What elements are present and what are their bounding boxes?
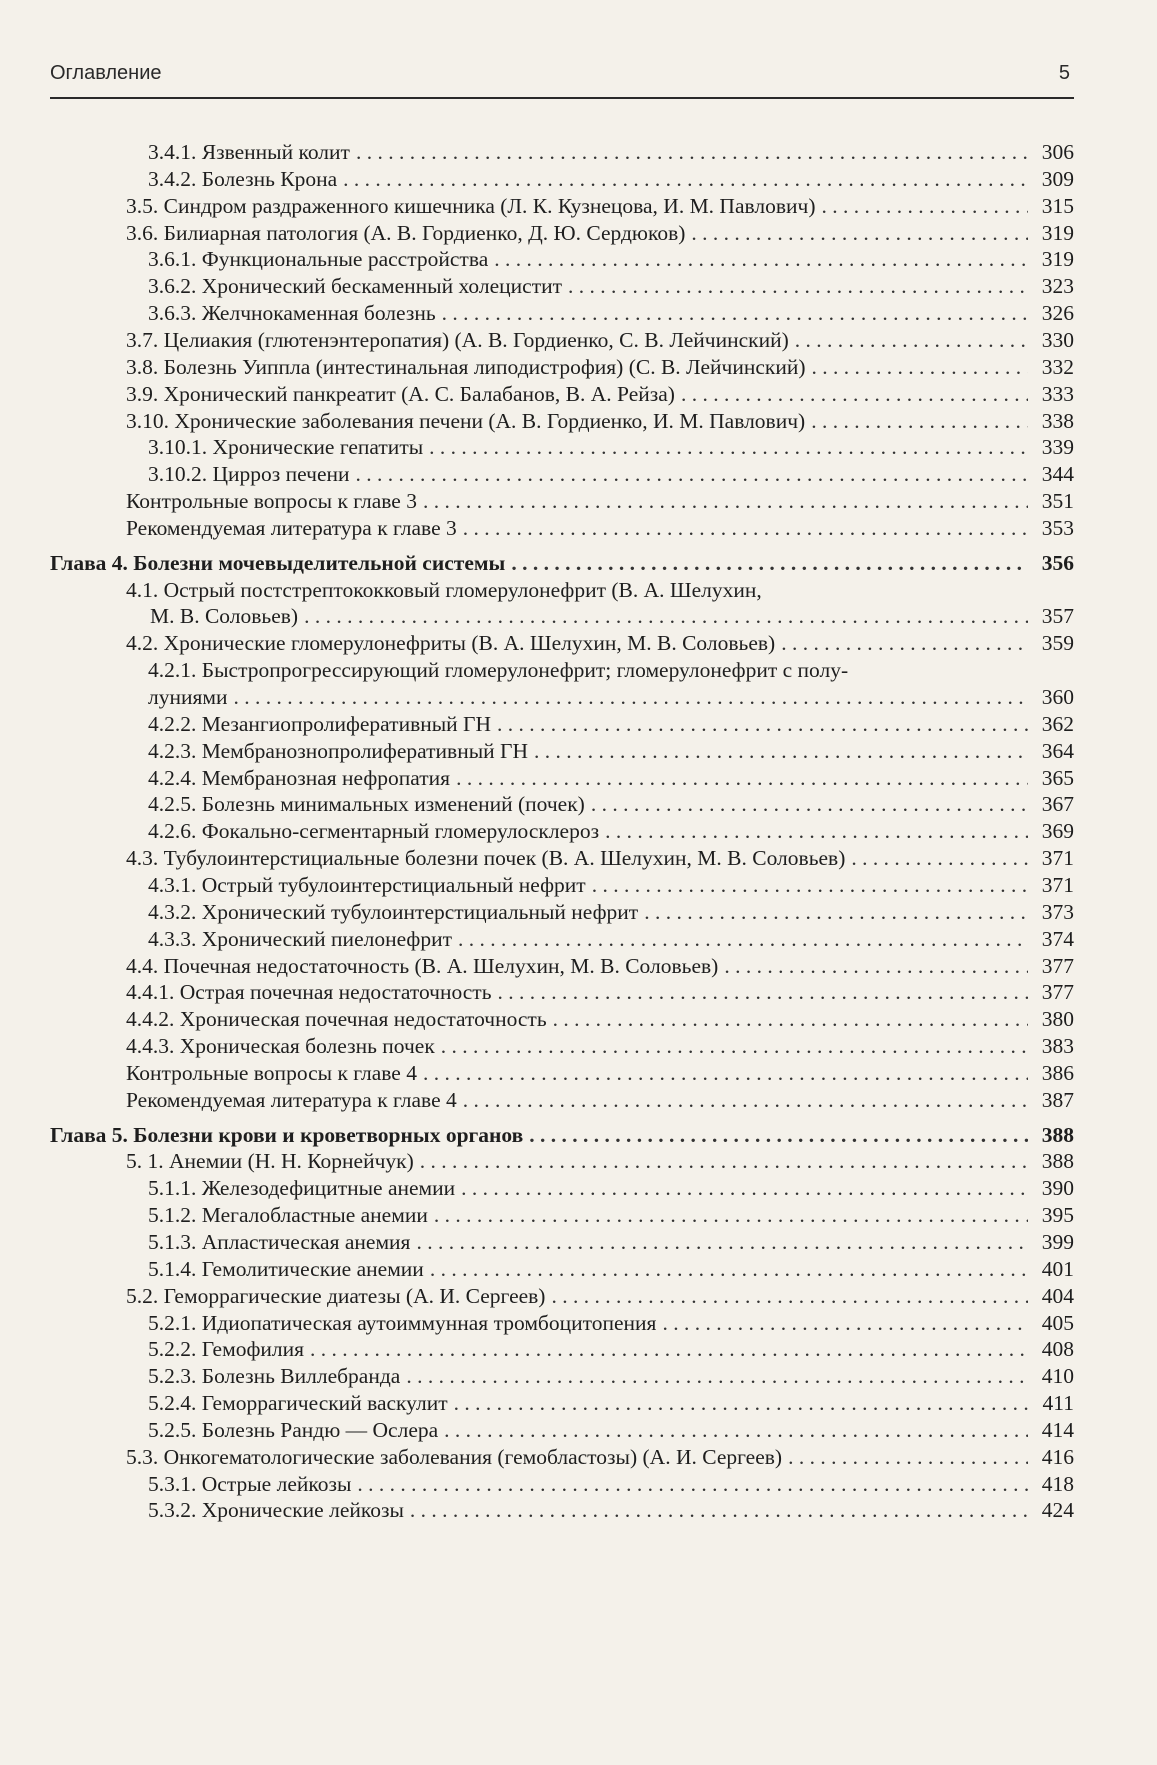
dot-leader xyxy=(821,192,1028,220)
dot-leader xyxy=(551,1282,1028,1310)
toc-entry xyxy=(148,656,1074,684)
toc-entry-page: 387 xyxy=(1041,1088,1074,1112)
dot-leader xyxy=(591,790,1028,818)
toc-entry-title: Рекомендуемая литература к главе 4 xyxy=(126,1088,457,1112)
toc-entry xyxy=(148,245,1074,273)
toc-entry-title: 4.3. Тубулоинтерстициальные болезни почек (В. А. Шелухин, М. В. Соловьев) xyxy=(126,846,846,870)
toc-entry-page: 390 xyxy=(1041,1176,1074,1200)
toc-entry-page: 374 xyxy=(1041,927,1074,951)
toc-entry-title: 3.10.2. Цирроз печени xyxy=(148,462,350,486)
toc-entry-title: 3.6.3. Желчнокаменная болезнь xyxy=(148,301,436,325)
toc-entry-title: 3.10.1. Хронические гепатиты xyxy=(148,435,424,459)
dot-leader xyxy=(511,549,1028,577)
toc-entry-page: 344 xyxy=(1041,462,1074,486)
page-number: 5 xyxy=(1058,62,1070,84)
toc-entry xyxy=(148,817,1074,845)
toc-entry-title: 5.1.1. Железодефицитные анемии xyxy=(148,1176,456,1200)
toc-entry-page: 309 xyxy=(1041,167,1074,191)
toc-entry-page: 380 xyxy=(1041,1007,1074,1031)
toc-entry xyxy=(126,487,1074,515)
toc-entry-page: 338 xyxy=(1041,409,1074,433)
toc-entry-title: 5.3.2. Хронические лейкозы xyxy=(148,1498,404,1522)
toc-entry xyxy=(126,1282,1074,1310)
dot-leader xyxy=(553,1005,1028,1033)
toc-entry-title: 4.3.1. Острый тубулоинтерстициальный нефрит xyxy=(148,873,586,897)
toc-entry-page: 424 xyxy=(1041,1498,1074,1522)
toc-entry xyxy=(126,576,1074,604)
toc-entry-page: 351 xyxy=(1041,489,1074,513)
toc-entry xyxy=(148,1228,1074,1256)
dot-leader xyxy=(494,245,1028,273)
toc-entry-title: 3.9. Хронический панкреатит (А. С. Балабанов, В. А. Рейза) xyxy=(126,382,675,406)
toc-entry xyxy=(126,407,1074,435)
dot-leader xyxy=(781,629,1028,657)
toc-entry xyxy=(126,326,1074,354)
toc-entry-title: 4.3.2. Хронический тубулоинтерстициальный нефрит xyxy=(148,900,639,924)
toc-entry xyxy=(148,1416,1074,1444)
toc-entry-page: 399 xyxy=(1041,1230,1074,1254)
toc-entry-title: 3.5. Синдром раздраженного кишечника (Л. К. Кузнецова, И. М. Павлович) xyxy=(126,194,816,218)
dot-leader xyxy=(644,898,1028,926)
toc-entry xyxy=(126,1032,1074,1060)
toc-entry-page: 319 xyxy=(1041,221,1074,245)
toc-entry-title: 5.2.5. Болезнь Рандю — Ослера xyxy=(148,1418,439,1442)
toc-entry-page: 333 xyxy=(1041,382,1074,406)
dot-leader xyxy=(444,1416,1028,1444)
dot-leader xyxy=(662,1309,1028,1337)
toc-entry-page: 356 xyxy=(1041,551,1074,575)
toc-entry xyxy=(148,737,1074,765)
toc-entry-page: 416 xyxy=(1041,1445,1074,1469)
header-rule xyxy=(50,97,1074,99)
toc-entry-page: 410 xyxy=(1041,1364,1074,1388)
toc-entry-page: 401 xyxy=(1041,1257,1074,1281)
toc-entry xyxy=(126,1086,1074,1114)
toc-entry-page: 359 xyxy=(1041,631,1074,655)
toc-entry-title: 3.7. Целиакия (глютенэнтеропатия) (А. В. Гордиенко, С. В. Лейчинский) xyxy=(126,328,789,352)
toc-entry-page: 377 xyxy=(1041,954,1074,978)
toc-entry-page: 383 xyxy=(1041,1034,1074,1058)
toc-entry-title: 3.6. Билиарная патология (А. В. Гордиенко, Д. Ю. Сердюков) xyxy=(126,221,686,245)
toc-entry xyxy=(148,1470,1074,1498)
toc-entry-title: 5.2. Геморрагические диатезы (А. И. Сергеев) xyxy=(126,1284,546,1308)
toc-entry xyxy=(126,1005,1074,1033)
toc-chapter-entry xyxy=(50,549,1074,577)
dot-leader xyxy=(463,1086,1028,1114)
toc-entry-page: 414 xyxy=(1041,1418,1074,1442)
toc-chapter-entry xyxy=(50,1121,1074,1149)
toc-entry xyxy=(148,1496,1074,1524)
dot-leader xyxy=(423,487,1028,515)
toc-entry xyxy=(148,683,1074,711)
toc-entry-page: 388 xyxy=(1041,1149,1074,1173)
toc-entry xyxy=(148,1389,1074,1417)
toc-entry-page: 418 xyxy=(1041,1472,1074,1496)
toc-entry xyxy=(148,1174,1074,1202)
toc-entry xyxy=(148,299,1074,327)
dot-leader xyxy=(304,602,1028,630)
toc-entry-page: 388 xyxy=(1041,1123,1074,1147)
toc-entry-title: 3.4.1. Язвенный колит xyxy=(148,140,350,164)
toc-entry-page: 373 xyxy=(1041,900,1074,924)
toc-entry-title: 3.6.1. Функциональные расстройства xyxy=(148,247,489,271)
toc-entry xyxy=(148,1335,1074,1363)
dot-leader xyxy=(605,817,1028,845)
toc-entry xyxy=(126,192,1074,220)
toc-entry xyxy=(126,844,1074,872)
toc-entry-page: 371 xyxy=(1041,873,1074,897)
toc-entry-title: 4.2.4. Мембранозная нефропатия xyxy=(148,766,451,790)
toc-entry-title: 4.4.1. Острая почечная недостаточность xyxy=(126,980,492,1004)
dot-leader xyxy=(357,1470,1028,1498)
dot-leader xyxy=(529,1121,1028,1149)
toc-entry xyxy=(148,433,1074,461)
toc-entry xyxy=(126,952,1074,980)
dot-leader xyxy=(429,433,1028,461)
dot-leader xyxy=(811,407,1028,435)
toc-entry-page: 319 xyxy=(1041,247,1074,271)
toc-entry-title: 4.2. Хронические гломерулонефриты (В. А. Шелухин, М. В. Соловьев) xyxy=(126,631,776,655)
toc-entry-page: 364 xyxy=(1041,739,1074,763)
toc-entry xyxy=(126,629,1074,657)
toc-entry-title: 3.4.2. Болезнь Крона xyxy=(148,167,338,191)
toc-entry-page: 306 xyxy=(1041,140,1074,164)
dot-leader xyxy=(691,219,1028,247)
toc-entry-page: 367 xyxy=(1041,792,1074,816)
dot-leader xyxy=(343,165,1028,193)
toc-entry-title: 5. 1. Анемии (Н. Н. Корнейчук) xyxy=(126,1149,414,1173)
toc-entry-title: 4.2.3. Мембранознопролиферативный ГН xyxy=(148,739,528,763)
toc-entry xyxy=(126,978,1074,1006)
toc-entry xyxy=(126,514,1074,542)
toc-entry-title: 4.4.3. Хроническая болезнь почек xyxy=(126,1034,435,1058)
toc-entry-page: 386 xyxy=(1041,1061,1074,1085)
dot-leader xyxy=(441,1032,1028,1060)
toc-entry-page: 323 xyxy=(1041,274,1074,298)
toc-entry xyxy=(148,460,1074,488)
dot-leader xyxy=(406,1362,1028,1390)
dot-leader xyxy=(463,514,1028,542)
running-head xyxy=(50,62,1070,85)
toc-entry-title: Глава 5. Болезни крови и кроветворных органов xyxy=(50,1123,524,1147)
toc-entry xyxy=(126,1147,1074,1175)
toc-entry-title: 4.3.3. Хронический пиелонефрит xyxy=(148,927,452,951)
toc-entry xyxy=(148,898,1074,926)
toc-entry-title: 5.1.4. Гемолитические анемии xyxy=(148,1257,424,1281)
toc-entry xyxy=(148,272,1074,300)
dot-leader xyxy=(416,1228,1028,1256)
dot-leader xyxy=(534,737,1028,765)
toc-entry-title: 5.1.2. Мегалобластные анемии xyxy=(148,1203,428,1227)
toc-entry-page: 360 xyxy=(1041,685,1074,709)
toc-entry xyxy=(126,380,1074,408)
toc-entry-title: 4.1. Острый постстрептококковый гломерулонефрит (В. А. Шелухин, xyxy=(126,578,762,602)
toc-entry-page: 411 xyxy=(1042,1391,1074,1415)
section-title: Оглавление xyxy=(50,62,162,84)
toc-entry xyxy=(148,925,1074,953)
toc-entry-title: 5.2.2. Гемофилия xyxy=(148,1337,305,1361)
toc-entry-page: 377 xyxy=(1041,980,1074,1004)
toc-entry-page: 332 xyxy=(1041,355,1074,379)
dot-leader xyxy=(442,299,1028,327)
toc-entry-title: 3.6.2. Хронический бескаменный холецистит xyxy=(148,274,563,298)
toc-entry-title: 5.2.3. Болезнь Виллебранда xyxy=(148,1364,401,1388)
toc-entry xyxy=(126,1443,1074,1471)
toc-entry xyxy=(126,353,1074,381)
dot-leader xyxy=(356,460,1028,488)
dot-leader xyxy=(812,353,1028,381)
toc-entry xyxy=(148,1255,1074,1283)
toc-entry-title: луниями xyxy=(148,685,228,709)
toc-entry xyxy=(148,1309,1074,1337)
dot-leader xyxy=(498,978,1028,1006)
toc-entry-page: 371 xyxy=(1041,846,1074,870)
toc-entry-title: 4.4.2. Хроническая почечная недостаточность xyxy=(126,1007,547,1031)
toc-entry-title: 3.10. Хронические заболевания печени (А. В. Гордиенко, И. М. Павлович) xyxy=(126,409,806,433)
toc-entry-title: Контрольные вопросы к главе 3 xyxy=(126,489,417,513)
toc-entry xyxy=(148,138,1074,166)
toc-entry xyxy=(148,790,1074,818)
toc-entry-page: 408 xyxy=(1041,1337,1074,1361)
toc-entry xyxy=(126,219,1074,247)
dot-leader xyxy=(410,1496,1028,1524)
dot-leader xyxy=(454,1389,1028,1417)
dot-leader xyxy=(788,1443,1028,1471)
toc-entry-page: 339 xyxy=(1041,435,1074,459)
toc-entry-title: 5.3.1. Острые лейкозы xyxy=(148,1472,352,1496)
toc-entry-page: 365 xyxy=(1041,766,1074,790)
toc-entry xyxy=(148,871,1074,899)
toc-entry-page: 315 xyxy=(1041,194,1074,218)
toc-entry-title: 5.1.3. Апластическая анемия xyxy=(148,1230,411,1254)
toc-entry xyxy=(148,1362,1074,1390)
toc-entry xyxy=(126,1059,1074,1087)
toc-entry-title: 4.2.6. Фокально-сегментарный гломерулосклероз xyxy=(148,819,600,843)
toc-entry-page: 404 xyxy=(1041,1284,1074,1308)
toc-entry-page: 362 xyxy=(1041,712,1074,736)
dot-leader xyxy=(851,844,1028,872)
toc-entry-page: 353 xyxy=(1041,516,1074,540)
dot-leader xyxy=(461,1174,1028,1202)
dot-leader xyxy=(423,1059,1028,1087)
dot-leader xyxy=(568,272,1028,300)
toc-entry-page: 395 xyxy=(1041,1203,1074,1227)
toc-entry-page: 405 xyxy=(1041,1311,1074,1335)
toc-entry-page: 330 xyxy=(1041,328,1074,352)
toc-entry-title: 4.4. Почечная недостаточность (В. А. Шелухин, М. В. Соловьев) xyxy=(126,954,719,978)
toc-entry-title: М. В. Соловьев) xyxy=(150,604,299,628)
dot-leader xyxy=(430,1255,1028,1283)
dot-leader xyxy=(795,326,1028,354)
toc-entry-title: 4.2.2. Мезангиопролиферативный ГН xyxy=(148,712,492,736)
dot-leader xyxy=(434,1201,1028,1229)
toc-entry-title: 3.8. Болезнь Уиппла (интестинальная липодистрофия) (С. В. Лейчинский) xyxy=(126,355,806,379)
toc-entry xyxy=(148,710,1074,738)
toc-entry-page: 369 xyxy=(1041,819,1074,843)
toc-entry-title: 4.2.5. Болезнь минимальных изменений (почек) xyxy=(148,792,585,816)
toc-entry xyxy=(148,764,1074,792)
toc-entry xyxy=(148,1201,1074,1229)
dot-leader xyxy=(456,764,1028,792)
dot-leader xyxy=(356,138,1028,166)
toc-entry-page: 326 xyxy=(1041,301,1074,325)
dot-leader xyxy=(310,1335,1028,1363)
dot-leader xyxy=(681,380,1028,408)
dot-leader xyxy=(497,710,1028,738)
toc-entry-title: 4.2.1. Быстропрогрессирующий гломерулонефрит; гломерулонефрит с полу- xyxy=(148,658,849,682)
dot-leader xyxy=(592,871,1028,899)
toc-entry-title: 5.2.1. Идиопатическая аутоиммунная тромбоцитопения xyxy=(148,1311,657,1335)
toc-entry-page: 357 xyxy=(1041,604,1074,628)
toc-entry xyxy=(150,602,1074,630)
dot-leader xyxy=(420,1147,1028,1175)
toc-entry-title: 5.2.4. Геморрагический васкулит xyxy=(148,1391,448,1415)
dot-leader xyxy=(234,683,1029,711)
dot-leader xyxy=(724,952,1028,980)
dot-leader xyxy=(458,925,1028,953)
toc-entry-title: Глава 4. Болезни мочевыделительной системы xyxy=(50,551,506,575)
toc-entry xyxy=(148,165,1074,193)
toc-entry-title: 5.3. Онкогематологические заболевания (гемобластозы) (А. И. Сергеев) xyxy=(126,1445,783,1469)
toc-entry-title: Контрольные вопросы к главе 4 xyxy=(126,1061,417,1085)
toc-entry-title: Рекомендуемая литература к главе 3 xyxy=(126,516,457,540)
